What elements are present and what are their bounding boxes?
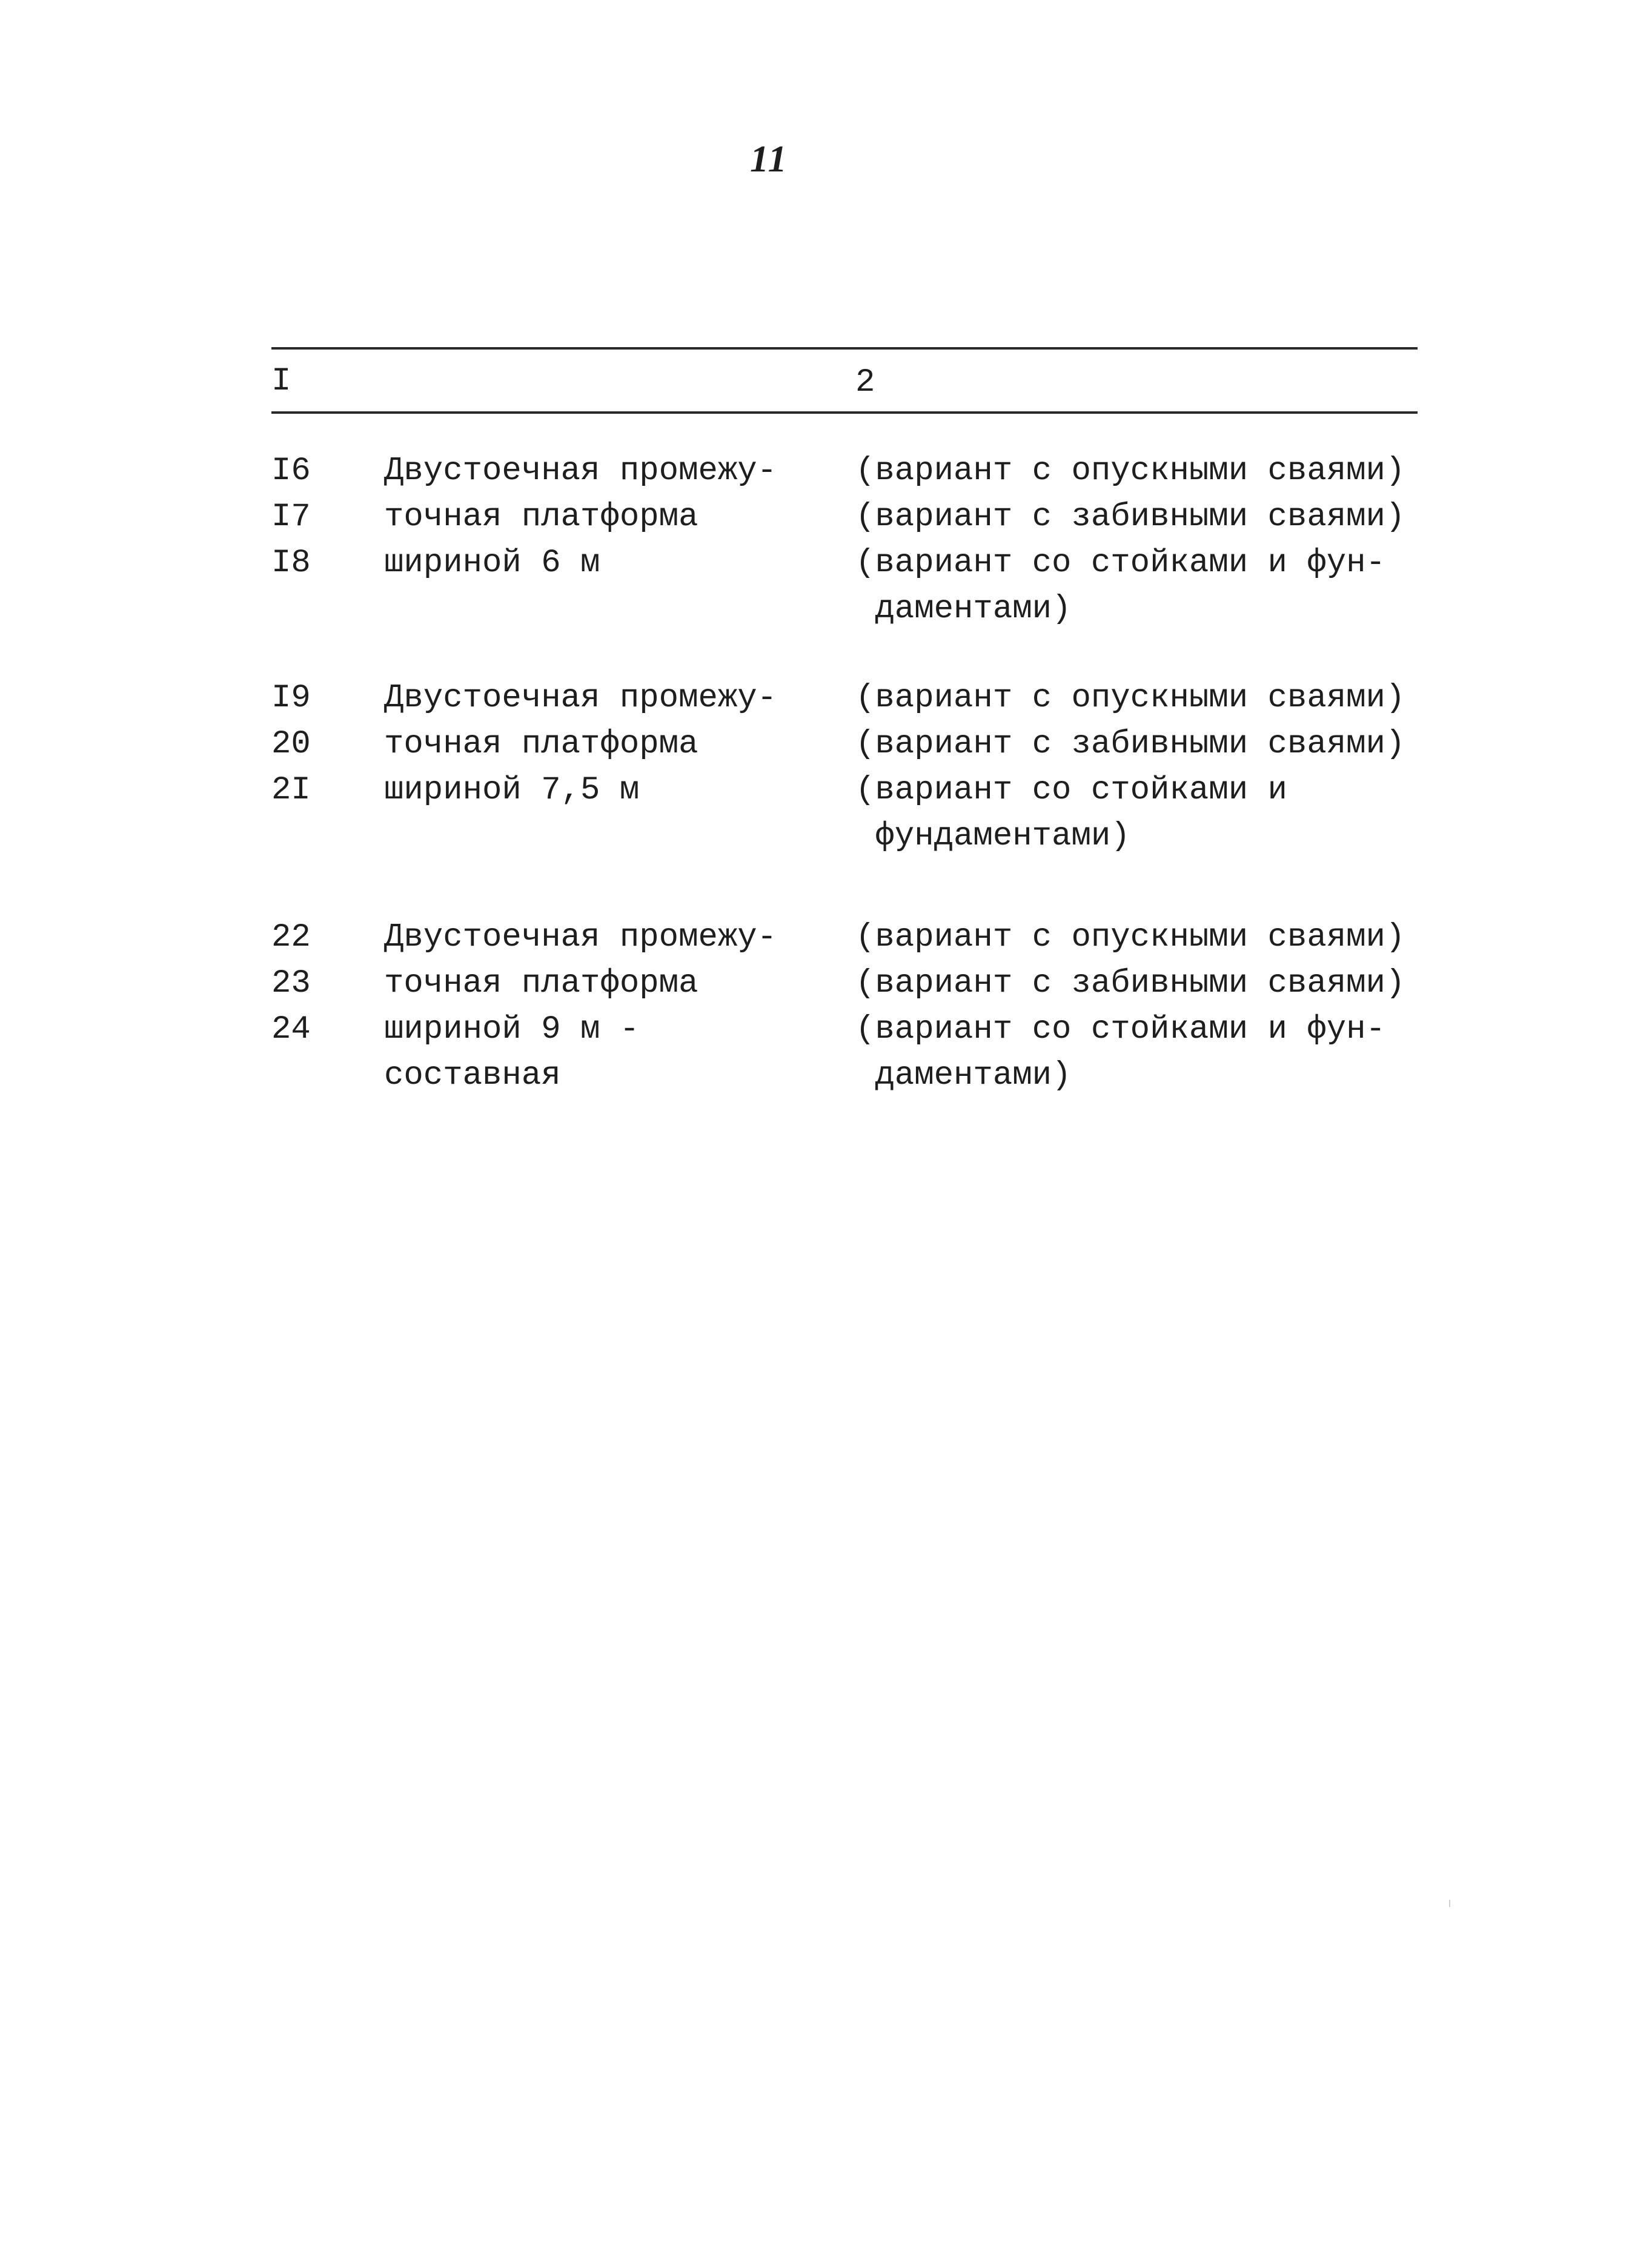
name-line: составная bbox=[384, 1057, 561, 1094]
name-line: Двустоечная промежу- bbox=[384, 680, 777, 717]
row-number: 2I bbox=[271, 772, 311, 809]
row-number: 20 bbox=[271, 726, 311, 763]
row-numbers bbox=[271, 675, 344, 814]
variant-line: (вариант с опускными сваями) bbox=[855, 919, 1405, 956]
page-number: 11 bbox=[750, 139, 788, 180]
variant-line: (вариант со стойками и bbox=[855, 772, 1287, 809]
platform-name bbox=[384, 675, 777, 814]
variant-line: даментами) bbox=[855, 591, 1072, 628]
variant-list bbox=[855, 915, 1425, 1099]
column-header-1: I bbox=[271, 363, 291, 400]
scan-speck bbox=[1449, 1900, 1450, 1907]
variant-line: (вариант с опускными сваями) bbox=[855, 680, 1405, 717]
variant-list bbox=[855, 448, 1425, 632]
platform-name bbox=[384, 915, 777, 1099]
row-number: I9 bbox=[271, 680, 311, 717]
variant-list bbox=[855, 675, 1425, 860]
name-line: Двустоечная промежу- bbox=[384, 919, 777, 956]
variant-line: (вариант со стойками и фун- bbox=[855, 1011, 1385, 1048]
variant-line: (вариант с забивными сваями) bbox=[855, 726, 1405, 763]
name-line: точная платформа bbox=[384, 726, 698, 763]
variant-line: (вариант с забивными сваями) bbox=[855, 965, 1405, 1002]
variant-line: даментами) bbox=[855, 1057, 1072, 1094]
row-number: I8 bbox=[271, 545, 311, 582]
name-line: точная платформа bbox=[384, 965, 698, 1002]
row-number: I7 bbox=[271, 499, 311, 536]
variant-line: (вариант с забивными сваями) bbox=[855, 499, 1405, 536]
name-line: шириной 9 м - bbox=[384, 1011, 640, 1048]
variant-line: (вариант со стойками и фун- bbox=[855, 545, 1385, 582]
platform-name bbox=[384, 448, 777, 586]
name-line: Двустоечная промежу- bbox=[384, 453, 777, 489]
variant-line: фундаментами) bbox=[855, 818, 1130, 855]
row-number: 23 bbox=[271, 965, 311, 1002]
name-line: шириной 6 м bbox=[384, 545, 600, 582]
name-line: точная платформа bbox=[384, 499, 698, 536]
name-line: шириной 7,5 м bbox=[384, 772, 640, 809]
variant-line: (вариант с опускными сваями) bbox=[855, 453, 1405, 489]
column-header-2: 2 bbox=[855, 364, 875, 401]
row-number: 24 bbox=[271, 1011, 311, 1048]
row-number: 22 bbox=[271, 919, 311, 956]
row-numbers bbox=[271, 448, 344, 586]
row-number: I6 bbox=[271, 453, 311, 489]
header-bottom-rule bbox=[271, 411, 1418, 414]
row-numbers bbox=[271, 915, 344, 1053]
table-top-rule bbox=[271, 347, 1418, 350]
